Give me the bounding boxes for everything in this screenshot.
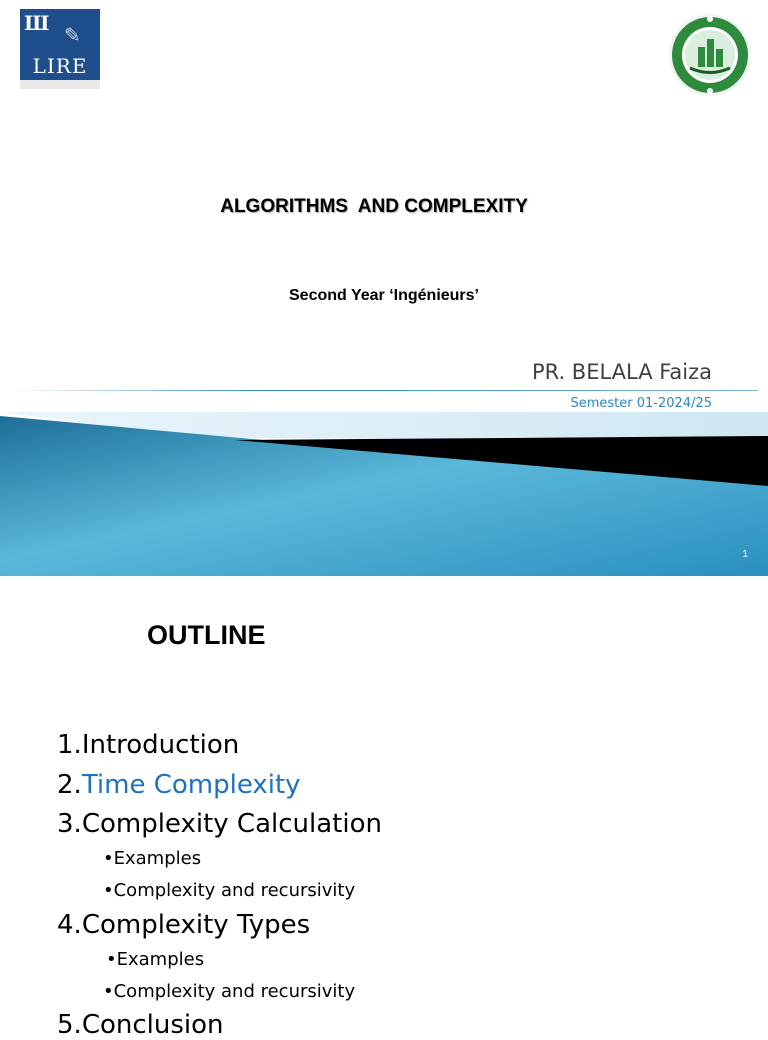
university-seal-logo bbox=[665, 11, 755, 99]
outline-item-number: 4. bbox=[57, 910, 82, 940]
semester-label: Semester 01-2024/25 bbox=[570, 396, 712, 411]
quill-icon: ✎ bbox=[64, 23, 81, 47]
outline-item-number: 2. bbox=[57, 770, 82, 800]
outline-item-number: 3. bbox=[57, 809, 82, 839]
outline-subitem-recursivity: •Complexity and recursivity bbox=[103, 880, 356, 901]
lire-monogram-icon: Ш bbox=[24, 11, 47, 35]
author-name: PR. BELALA Faiza bbox=[531, 360, 712, 384]
lire-logo-caption-strip bbox=[20, 80, 100, 89]
outline-item-complexity-types bbox=[57, 910, 310, 940]
outline-item-time-complexity bbox=[57, 770, 301, 800]
outline-item-label: Conclusion bbox=[81, 1010, 224, 1040]
slide-number: 1 bbox=[742, 549, 748, 560]
outline-item-introduction bbox=[57, 730, 239, 760]
presentation-title: ALGORITHMS AND COMPLEXITY bbox=[220, 196, 528, 217]
outline-item-complexity-calculation bbox=[57, 809, 382, 839]
outline-item-label: Complexity Types bbox=[81, 910, 311, 940]
outline-item-label-highlighted: Time Complexity bbox=[81, 770, 301, 800]
outline-item-conclusion bbox=[57, 1010, 224, 1040]
outline-item-number: 1. bbox=[57, 730, 82, 760]
outline-item-label: Complexity Calculation bbox=[81, 809, 382, 839]
outline-subitem-examples: •Examples bbox=[103, 848, 202, 869]
outline-subitem-examples: •Examples bbox=[106, 949, 205, 970]
outline-slide bbox=[0, 576, 768, 1040]
outline-subitem-recursivity: •Complexity and recursivity bbox=[103, 981, 356, 1002]
presentation-subtitle: Second Year ‘Ingénieurs’ bbox=[289, 287, 479, 304]
lire-logo-text: LIRE bbox=[32, 54, 88, 78]
decorative-band bbox=[0, 380, 768, 576]
lire-logo bbox=[20, 9, 100, 89]
outline-item-number: 5. bbox=[57, 1010, 82, 1040]
outline-heading: OUTLINE bbox=[147, 620, 266, 650]
outline-item-label: Introduction bbox=[81, 730, 240, 760]
